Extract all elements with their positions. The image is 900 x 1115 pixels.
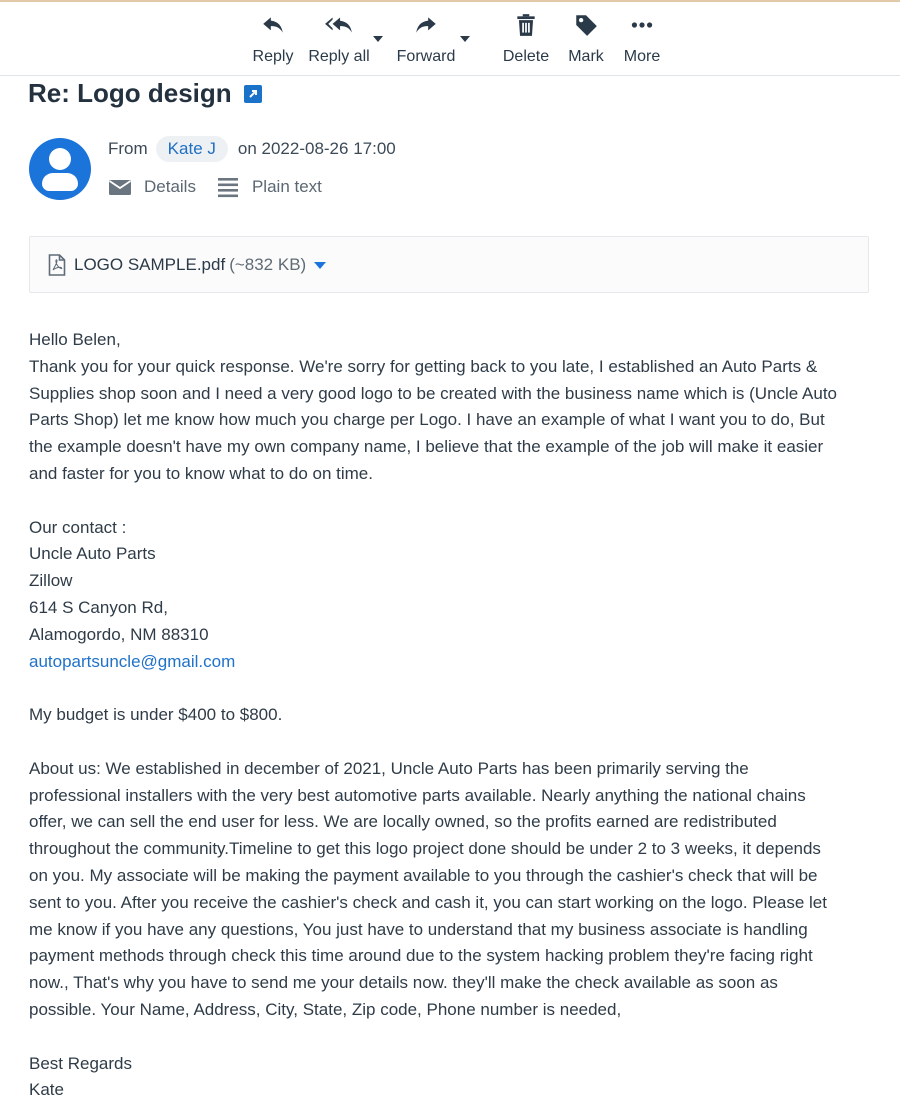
more-button[interactable] [622, 10, 662, 70]
details-label: Details [144, 177, 196, 196]
about-line: throughout the community.Timeline to get this logo project done should be under 2 to 3 weeks, it depends [29, 839, 821, 859]
tag-icon [573, 12, 599, 38]
trash-icon [513, 12, 539, 38]
about-line: on you. My associate will be making the payment available to you through the cashier's check that will be [29, 865, 818, 885]
more-label: More [623, 48, 661, 65]
from-label: From [108, 139, 148, 158]
message-date: on 2022-08-26 17:00 [237, 139, 396, 158]
body-line: the example doesn't have my own company name, I believe that the example of the job will make it easier [29, 437, 824, 457]
mark-label: Mark [568, 48, 604, 65]
attachment-name: LOGO SAMPLE.pdf [74, 255, 226, 274]
body-line: and faster for you to know what to do on time. [29, 463, 373, 483]
about-line: sent to you. After you receive the cashier's check and cash it, you can start working on the logo. Please let [29, 892, 827, 912]
reply-label: Reply [252, 48, 294, 65]
plain-text-toggle[interactable] [216, 176, 322, 198]
greeting-line: Hello Belen, [29, 330, 121, 349]
sender-chip[interactable]: Kate J [156, 136, 228, 162]
delete-button[interactable] [501, 10, 551, 70]
reply-icon [260, 12, 286, 38]
plain-text-icon [216, 176, 240, 198]
signature-line: Kate [29, 1080, 64, 1100]
attachments-panel [29, 236, 869, 293]
message-subject [28, 78, 262, 109]
about-line: offer, we can sell the end user for less. We are locally owned, so the profits earned are redistributed [29, 812, 777, 832]
plain-text-label: Plain text [251, 177, 322, 196]
subject-text: Re: Logo design [28, 78, 232, 108]
attachment-menu-caret-icon[interactable] [314, 262, 326, 269]
contact-line: Alamogordo, NM 88310 [29, 624, 209, 644]
about-line: professional installers with the very best automotive parts available. Nearly anything the national chains [29, 785, 806, 805]
reply-button[interactable] [252, 10, 294, 70]
more-icon [629, 12, 655, 38]
body-line: Parts Shop) let me know how much you charge per Logo. I have an example of what I want you to do, But [29, 410, 825, 430]
mark-button[interactable] [566, 10, 606, 70]
contact-email-link[interactable]: autopartsuncle@gmail.com [29, 651, 236, 671]
message-toolbar [0, 2, 900, 76]
reply-all-button[interactable] [309, 10, 369, 70]
message-body [29, 327, 879, 1104]
envelope-icon [108, 176, 132, 198]
contact-line: 614 S Canyon Rd, [29, 597, 168, 617]
about-line: possible. Your Name, Address, City, State, Zip code, Phone number is needed, [29, 999, 622, 1019]
avatar-head [49, 148, 71, 170]
sender-row [108, 135, 396, 163]
details-toggle[interactable] [108, 176, 196, 198]
about-line: now., That's why you have to send me your details now. they'll make the check available as soon as [29, 973, 778, 993]
body-line: Thank you for your quick response. We're sorry for getting back to you late, I established an Auto Parts & [29, 356, 818, 376]
contact-line: Our contact : [29, 517, 127, 537]
delete-label: Delete [502, 48, 550, 65]
attachment-item[interactable] [48, 254, 326, 276]
about-line: payment methods through check this time around due to the system hacking problem they're facing right [29, 946, 813, 966]
pdf-file-icon [48, 254, 66, 276]
forward-label: Forward [396, 48, 456, 65]
about-line: me know if you have any questions, You just have to understand that my business associate is handling [29, 919, 808, 939]
reply-all-dropdown-caret[interactable] [373, 36, 383, 42]
header-options-row [108, 173, 342, 201]
contact-line: Zillow [29, 571, 73, 591]
body-line: Supplies shop soon and I need a very good logo to be created with the business name which is (Uncle Auto [29, 383, 838, 403]
avatar-body [42, 173, 78, 191]
attachment-size: (~832 KB) [229, 255, 307, 274]
reply-all-label: Reply all [308, 48, 370, 65]
sender-avatar [29, 138, 91, 200]
forward-dropdown-caret[interactable] [460, 36, 470, 42]
closing-line: Best Regards [29, 1053, 132, 1073]
budget-line: My budget is under $400 to $800. [29, 705, 283, 725]
about-line: About us: We established in december of 2021, Uncle Auto Parts has been primarily serving the [29, 758, 749, 778]
open-in-new-window-icon[interactable] [244, 85, 262, 103]
forward-button[interactable] [397, 10, 455, 70]
reply-all-icon [324, 12, 354, 38]
forward-icon [413, 12, 439, 38]
contact-line: Uncle Auto Parts [29, 544, 156, 564]
